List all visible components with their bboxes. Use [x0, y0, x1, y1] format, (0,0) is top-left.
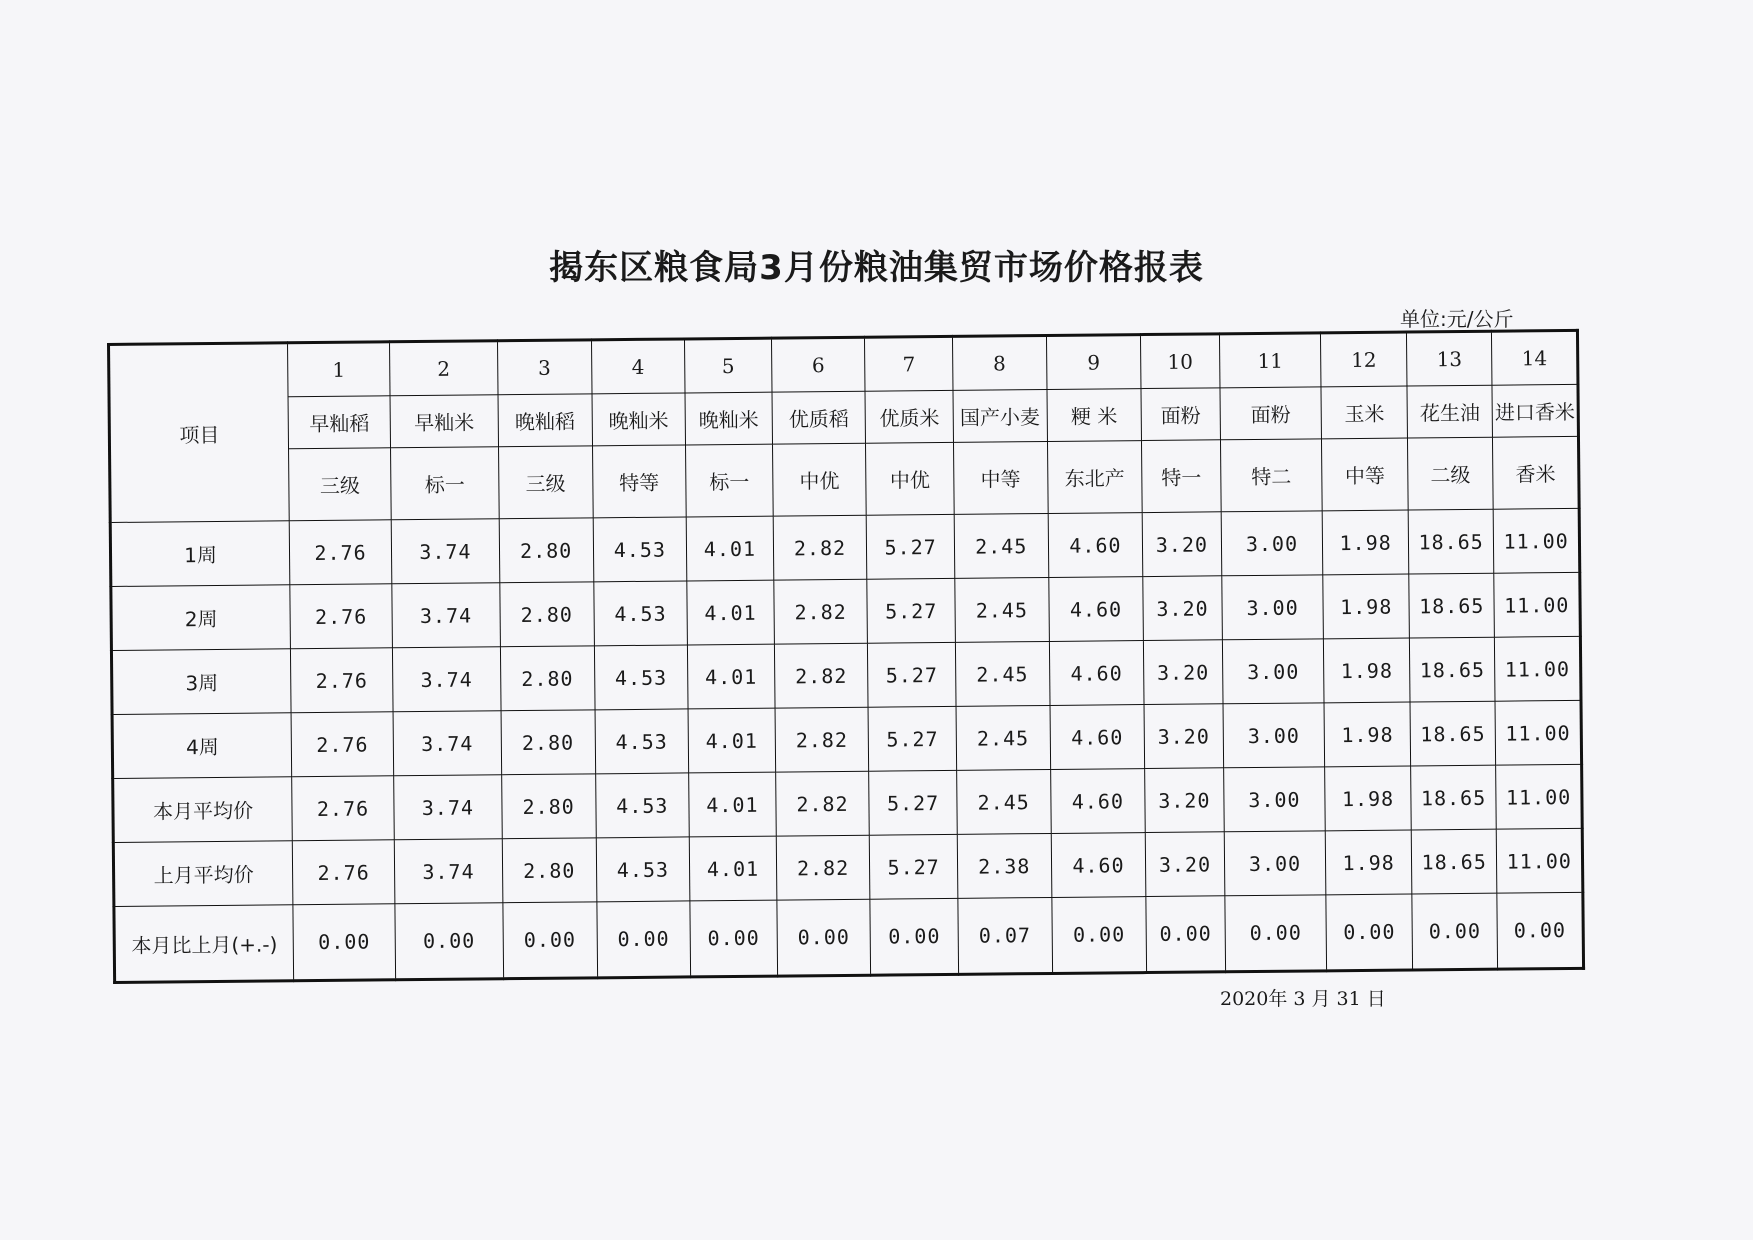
price-cell: 2.76	[292, 840, 394, 905]
column-index: 7	[865, 336, 953, 391]
unit-label: 单位:元/公斤	[1400, 307, 1514, 331]
price-cell: 4.53	[595, 709, 689, 774]
price-cell: 1.98	[1325, 766, 1411, 831]
column-grade: 香米	[1493, 436, 1579, 509]
table-row	[114, 892, 1584, 982]
price-cell: 11.00	[1495, 636, 1581, 701]
column-name: 早籼米	[390, 395, 498, 448]
row-label: 2周	[111, 585, 291, 651]
column-name: 晚籼米	[685, 392, 772, 445]
price-cell: 4.60	[1049, 641, 1144, 706]
column-name: 晚籼米	[592, 393, 686, 446]
price-cell: 0.00	[293, 904, 396, 981]
column-index: 12	[1321, 332, 1407, 387]
price-cell: 3.20	[1143, 576, 1222, 641]
price-cell: 2.80	[500, 582, 594, 647]
column-name: 晚籼稻	[498, 394, 592, 447]
item-header-cell: 项目	[109, 343, 290, 523]
report-date: 2020年 3 月 31 日	[1220, 988, 1386, 1010]
price-cell: 4.53	[594, 645, 688, 710]
price-cell: 4.01	[688, 644, 775, 709]
price-cell: 3.00	[1224, 831, 1326, 896]
column-grade: 三级	[289, 448, 391, 521]
price-cell: 3.74	[391, 519, 500, 584]
price-cell: 2.82	[775, 771, 869, 836]
price-cell: 5.27	[867, 578, 955, 643]
price-cell: 3.20	[1144, 704, 1223, 769]
column-grade: 二级	[1407, 437, 1493, 510]
price-cell: 11.00	[1496, 764, 1582, 829]
price-cell: 1.98	[1324, 702, 1410, 767]
price-cell: 1.98	[1323, 574, 1409, 639]
column-grade: 三级	[498, 446, 592, 519]
price-cell: 3.74	[392, 647, 501, 712]
price-cell: 4.60	[1050, 769, 1145, 834]
column-name: 玉米	[1321, 386, 1407, 439]
column-name: 面粉	[1220, 387, 1322, 440]
price-cell: 0.07	[958, 897, 1052, 974]
column-grade: 标一	[686, 444, 773, 517]
price-cell: 3.74	[393, 711, 502, 776]
column-index: 9	[1046, 335, 1141, 390]
price-cell: 0.00	[1224, 895, 1327, 972]
price-cell: 4.01	[686, 516, 773, 581]
column-name: 进口香米	[1492, 384, 1578, 437]
price-cell: 2.45	[954, 513, 1048, 578]
column-index: 6	[771, 337, 865, 392]
price-cell: 4.53	[595, 773, 689, 838]
price-cell: 2.80	[500, 646, 594, 711]
price-cell: 18.65	[1409, 637, 1495, 702]
column-index: 5	[685, 338, 772, 393]
price-cell: 0.00	[503, 902, 597, 979]
column-grade: 特等	[592, 445, 686, 518]
price-cell: 0.00	[690, 900, 777, 977]
column-index: 8	[952, 335, 1046, 390]
price-cell: 3.00	[1221, 511, 1323, 576]
price-cell: 2.80	[499, 518, 593, 583]
column-index: 1	[288, 342, 390, 397]
price-cell: 2.82	[774, 643, 868, 708]
price-cell: 4.60	[1048, 577, 1143, 642]
report-title: 揭东区粮食局3月份粮油集贸市场价格报表	[549, 248, 1204, 288]
price-cell: 1.98	[1324, 638, 1410, 703]
column-name: 早籼稻	[288, 396, 390, 449]
column-name: 粳 米	[1047, 389, 1142, 442]
column-name: 花生油	[1407, 385, 1493, 438]
row-label: 4周	[112, 713, 292, 779]
column-grade: 特二	[1220, 439, 1322, 512]
price-cell: 18.65	[1411, 765, 1497, 830]
price-cell: 5.27	[868, 642, 956, 707]
column-index: 2	[389, 341, 497, 396]
price-cell: 2.76	[292, 776, 394, 841]
price-cell: 1.98	[1326, 830, 1412, 895]
price-cell: 2.80	[502, 774, 596, 839]
price-cell: 3.00	[1223, 703, 1325, 768]
price-cell: 4.60	[1050, 705, 1145, 770]
column-grade: 中等	[953, 441, 1047, 514]
price-cell: 3.20	[1145, 832, 1224, 897]
price-cell: 2.76	[291, 648, 393, 713]
price-cell: 2.80	[502, 838, 596, 903]
column-grade: 特一	[1142, 440, 1221, 513]
price-cell: 2.82	[773, 515, 867, 580]
price-cell: 0.00	[777, 899, 871, 976]
column-name: 优质米	[865, 390, 953, 443]
price-cell: 0.00	[1326, 894, 1412, 971]
price-cell: 4.60	[1048, 513, 1143, 578]
price-cell: 3.74	[394, 839, 503, 904]
column-index: 3	[497, 340, 591, 395]
price-cell: 0.00	[1146, 896, 1225, 973]
price-cell: 2.76	[291, 712, 393, 777]
price-cell: 3.20	[1144, 640, 1223, 705]
price-cell: 3.20	[1145, 768, 1224, 833]
price-cell: 2.45	[956, 705, 1050, 770]
price-cell: 5.27	[869, 770, 957, 835]
column-index: 14	[1492, 330, 1578, 385]
price-cell: 3.20	[1142, 512, 1221, 577]
price-cell: 11.00	[1497, 828, 1583, 893]
price-cell: 2.45	[957, 769, 1051, 834]
price-cell: 2.76	[289, 520, 391, 585]
column-index: 10	[1141, 334, 1220, 389]
price-table	[107, 329, 1585, 984]
price-cell: 0.00	[395, 903, 504, 980]
price-cell: 0.00	[1051, 897, 1146, 974]
price-cell: 2.45	[955, 577, 1049, 642]
row-label: 3周	[111, 649, 291, 715]
price-cell: 3.00	[1222, 639, 1324, 704]
price-cell: 2.82	[775, 707, 869, 772]
column-index: 13	[1406, 331, 1492, 386]
price-cell: 4.01	[687, 580, 774, 645]
price-cell: 18.65	[1411, 829, 1497, 894]
price-cell: 2.76	[290, 584, 392, 649]
price-cell: 0.00	[870, 898, 958, 975]
column-name: 面粉	[1141, 388, 1220, 441]
column-index: 4	[591, 339, 685, 394]
price-cell: 11.00	[1495, 700, 1581, 765]
column-grade: 中优	[866, 442, 954, 515]
price-cell: 4.53	[596, 837, 690, 902]
row-label: 1周	[110, 521, 290, 587]
price-cell: 3.74	[394, 775, 503, 840]
column-index: 11	[1219, 333, 1321, 388]
price-cell: 0.00	[1412, 893, 1498, 970]
row-label: 本月平均价	[113, 777, 293, 843]
price-cell: 2.38	[957, 833, 1051, 898]
price-cell: 5.27	[868, 706, 956, 771]
price-cell: 3.00	[1223, 767, 1325, 832]
price-cell: 3.00	[1221, 575, 1323, 640]
row-label: 本月比上月(+.-)	[114, 905, 294, 983]
price-cell: 4.01	[688, 708, 775, 773]
price-cell: 4.53	[593, 517, 687, 582]
price-cell: 2.45	[955, 641, 1049, 706]
price-cell: 4.53	[593, 581, 687, 646]
price-cell: 2.80	[501, 710, 595, 775]
price-cell: 1.98	[1323, 510, 1409, 575]
price-cell: 5.27	[867, 514, 955, 579]
price-cell: 18.65	[1408, 509, 1494, 574]
price-cell: 18.65	[1409, 573, 1495, 638]
price-cell: 5.27	[870, 834, 958, 899]
price-cell: 4.01	[689, 836, 776, 901]
row-label: 上月平均价	[113, 841, 293, 907]
price-cell: 3.74	[392, 583, 501, 648]
price-cell: 4.01	[689, 772, 776, 837]
price-cell: 4.60	[1051, 833, 1146, 898]
column-name: 国产小麦	[953, 389, 1047, 442]
price-cell: 2.82	[774, 579, 868, 644]
price-cell: 11.00	[1494, 572, 1580, 637]
column-grade: 标一	[390, 447, 499, 520]
price-cell: 0.00	[1497, 892, 1583, 969]
price-cell: 18.65	[1410, 701, 1496, 766]
price-cell: 0.00	[596, 901, 690, 978]
column-grade: 东北产	[1047, 441, 1142, 514]
column-name: 优质稻	[772, 391, 866, 444]
column-grade: 中等	[1322, 438, 1408, 511]
price-cell: 11.00	[1494, 508, 1580, 573]
column-grade: 中优	[772, 443, 866, 516]
price-cell: 2.82	[776, 835, 870, 900]
